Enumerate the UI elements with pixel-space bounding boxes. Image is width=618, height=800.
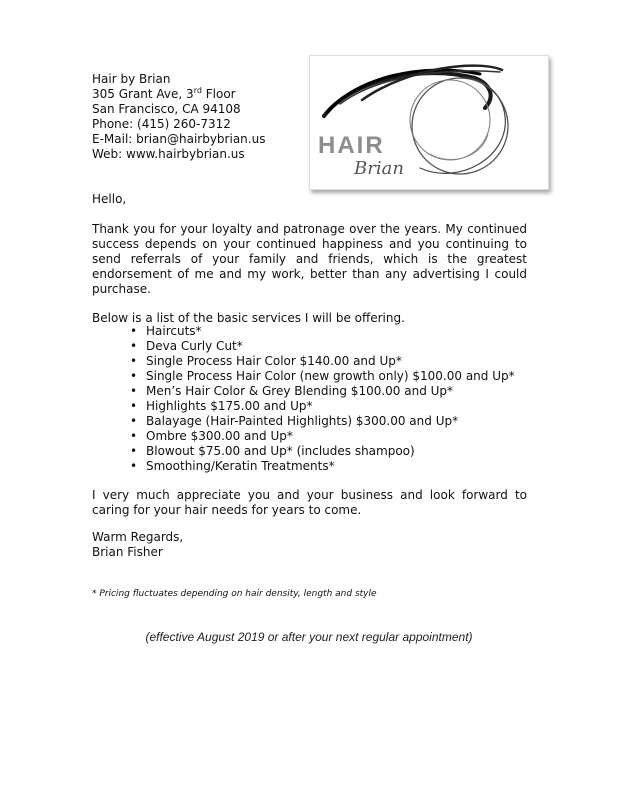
list-item: • Haircuts* bbox=[130, 324, 515, 339]
list-item: • Deva Curly Cut* bbox=[130, 339, 515, 354]
sender-web: Web: www.hairbybrian.us bbox=[92, 147, 245, 161]
list-item: • Single Process Hair Color $140.00 and Up* bbox=[130, 354, 515, 369]
list-item: • Balayage (Hair-Painted Highlights) $300.00 and Up* bbox=[130, 414, 515, 429]
list-item: • Highlights $175.00 and Up* bbox=[130, 399, 515, 414]
closing-paragraph: I very much appreciate you and your business and look forward to caring for your hair needs for years to come. bbox=[92, 488, 527, 517]
greeting: Hello, bbox=[92, 192, 127, 206]
services-list bbox=[130, 324, 515, 474]
thanks-paragraph: Thank you for your loyalty and patronage over the years. My continued success depends on your continued happiness and you continuing to send referrals of your family and friends, which is the greatest endorsement of me and my work, better than any advertising I could purchase. bbox=[92, 222, 527, 296]
hair-by-brian-logo bbox=[309, 55, 549, 190]
floor-word: Floor bbox=[201, 87, 236, 101]
floor-suffix: rd bbox=[193, 86, 202, 95]
signoff-block bbox=[92, 530, 527, 560]
street-text: 305 Grant Ave, 3 bbox=[92, 87, 194, 101]
list-item: • Smoothing/Keratin Treatments* bbox=[130, 459, 515, 474]
sender-name: Hair by Brian bbox=[92, 72, 171, 86]
logo-graphic bbox=[310, 56, 548, 189]
pricing-footnote: * Pricing fluctuates depending on hair density, length and style bbox=[92, 589, 377, 599]
effective-date-note: (effective August 2019 or after your next regular appointment) bbox=[145, 630, 473, 644]
list-item: • Single Process Hair Color (new growth only) $100.00 and Up* bbox=[130, 369, 515, 384]
sender-city: San Francisco, CA 94108 bbox=[92, 102, 241, 116]
sender-phone: Phone: (415) 260-7312 bbox=[92, 117, 231, 131]
services-intro: Below is a list of the basic services I will be offering. bbox=[92, 311, 405, 325]
logo-wordmark: HAIR bbox=[318, 132, 385, 159]
list-item: • Men’s Hair Color & Grey Blending $100.00 and Up* bbox=[130, 384, 515, 399]
list-item: • Ombre $300.00 and Up* bbox=[130, 429, 515, 444]
sender-street bbox=[92, 87, 265, 102]
logo-script: Brian bbox=[354, 158, 404, 179]
sender-address-block bbox=[92, 72, 265, 162]
signature: Brian Fisher bbox=[92, 545, 163, 559]
sender-email: E-Mail: brian@hairbybrian.us bbox=[92, 132, 266, 146]
list-item: • Blowout $75.00 and Up* (includes shampoo) bbox=[130, 444, 515, 459]
signoff: Warm Regards, bbox=[92, 530, 184, 544]
